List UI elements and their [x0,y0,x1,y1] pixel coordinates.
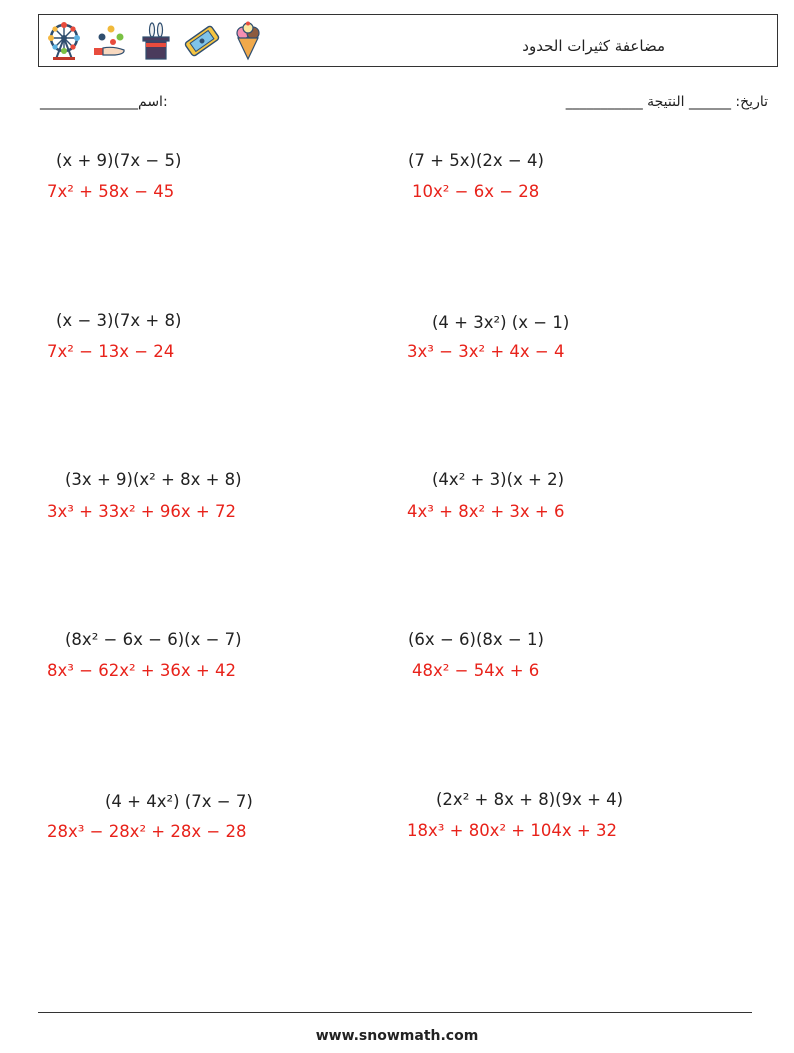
problem-5-expression: (3x + 9)(x² + 8x + 8) [65,470,242,489]
header-icons [45,21,267,61]
footer-divider [38,1012,752,1013]
magic-hat-icon [137,21,175,61]
ticket-icon [183,21,221,61]
problem-4-answer: 3x³ − 3x² + 4x − 4 [407,342,565,361]
score-blank: ___________ [565,94,643,110]
worksheet-header [38,14,778,67]
name-label: اسم: [138,94,168,110]
problem-6-expression: (4x² + 3)(x + 2) [432,470,565,489]
problem-10-expression: (2x² + 8x + 8)(9x + 4) [436,790,624,809]
name-field [40,94,168,110]
date-blank: ______ [688,94,731,110]
problem-7-answer: 8x³ − 62x² + 36x + 42 [47,661,236,680]
problem-9-expression: (4 + 4x²) (7x − 7) [105,792,253,811]
problem-1-answer: 7x² + 58x − 45 [47,182,175,201]
problem-5-answer: 3x³ + 33x² + 96x + 72 [47,502,236,521]
score-label: النتيجة [647,94,685,110]
problem-7-expression: (8x² − 6x − 6)(x − 7) [65,630,242,649]
name-blank: ______________ [40,94,138,110]
footer-url: www.snowmath.com [315,1028,479,1044]
problem-2-answer: 10x² − 6x − 28 [412,182,540,201]
problem-2-expression: (7 + 5x)(2x − 4) [408,151,544,170]
problem-4-expression: (4 + 3x²) (x − 1) [432,313,570,332]
juggling-balls-icon [91,21,129,61]
problem-1-expression: (x + 9)(7x − 5) [56,151,182,170]
problem-9-answer: 28x³ − 28x² + 28x − 28 [47,822,247,841]
problem-3-answer: 7x² − 13x − 24 [47,342,175,361]
ferris-wheel-icon [45,21,83,61]
date-label: تاريخ: [735,94,768,110]
problem-10-answer: 18x³ + 80x² + 104x + 32 [407,821,617,840]
problem-8-answer: 48x² − 54x + 6 [412,661,540,680]
problem-6-answer: 4x³ + 8x² + 3x + 6 [407,502,565,521]
problem-3-expression: (x − 3)(7x + 8) [56,311,182,330]
ice-cream-icon [229,21,267,61]
date-score-field [566,94,768,110]
worksheet-title: مضاعفة كثيرات الحدود [522,37,665,55]
problem-8-expression: (6x − 6)(8x − 1) [408,630,544,649]
